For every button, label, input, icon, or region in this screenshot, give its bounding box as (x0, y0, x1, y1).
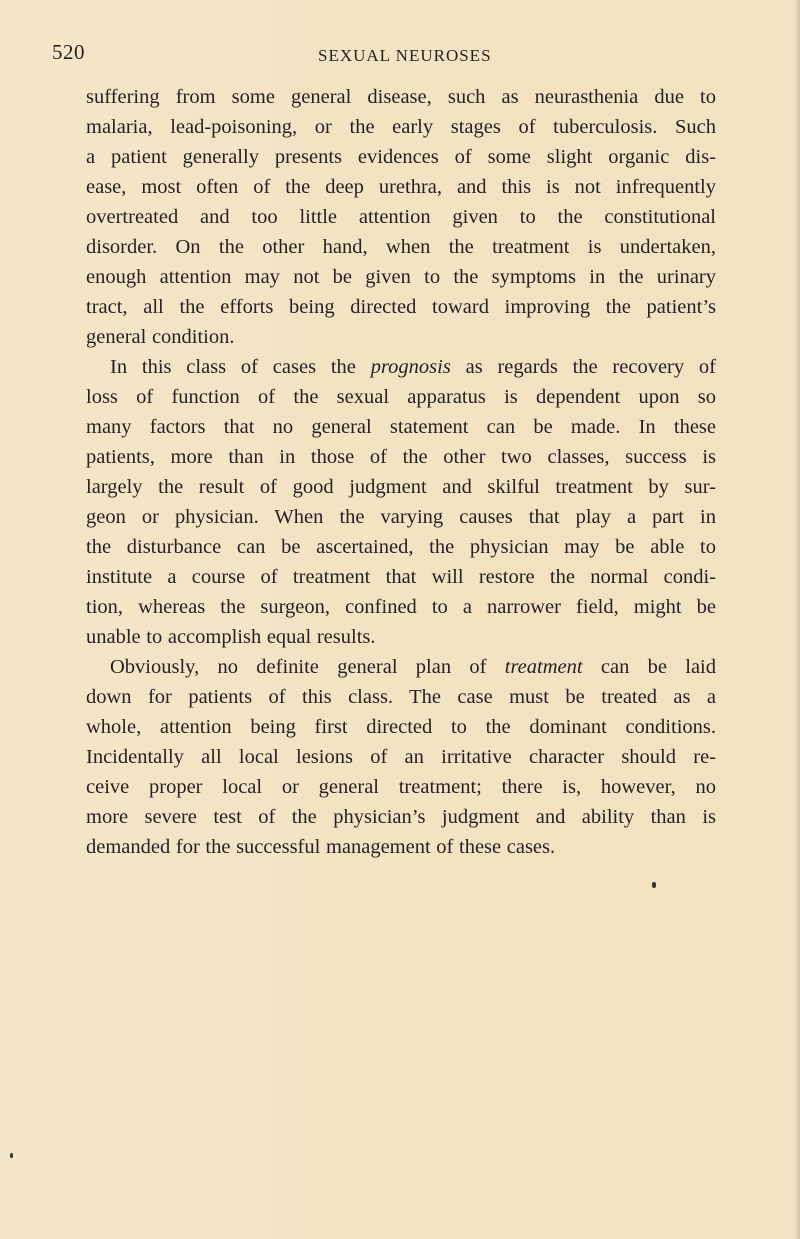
text-line: a patient generally presents evidences of some slight organic dis- (86, 146, 716, 168)
text-line: down for patients of this class. The case must be treated as a (86, 686, 716, 708)
emphasis-prognosis: prognosis (370, 356, 451, 378)
text-line: suffering from some general disease, such as neurasthenia due to (86, 86, 716, 108)
text-line: largely the result of good judgment and skilful treatment by sur- (86, 476, 716, 498)
text-line: malaria, lead-poisoning, or the early stages of tuberculosis. Such (86, 116, 716, 138)
text-line: Obviously, no definite general plan of treatment can be laid (110, 656, 716, 678)
text-line: the disturbance can be ascertained, the physician may be able to (86, 536, 716, 558)
page-number: 520 (52, 40, 85, 64)
text-line: unable to accomplish equal results. (86, 626, 376, 648)
text-line: geon or physician. When the varying causes that play a part in (86, 506, 716, 528)
ink-speck (652, 882, 656, 888)
page-edge-shadow (794, 0, 800, 1239)
text-line: more severe test of the physician’s judgment and ability than is (86, 806, 716, 828)
text-line: disorder. On the other hand, when the treatment is undertaken, (86, 236, 716, 258)
text-line: Incidentally all local lesions of an irritative character should re- (86, 746, 716, 768)
text-line: many factors that no general statement can be made. In these (86, 416, 716, 438)
text-line: tion, whereas the surgeon, confined to a narrower field, might be (86, 596, 716, 618)
text-line: patients, more than in those of the other two classes, success is (86, 446, 716, 468)
text-line: tract, all the efforts being directed toward improving the patient’s (86, 296, 716, 318)
text-line: enough attention may not be given to the symptoms in the urinary (86, 266, 716, 288)
text-line: loss of function of the sexual apparatus is dependent upon so (86, 386, 716, 408)
running-title: SEXUAL NEUROSES (318, 46, 492, 65)
emphasis-treatment: treatment (504, 656, 583, 678)
text-line: demanded for the successful management of these cases. (86, 836, 556, 858)
text-line: whole, attention being first directed to the dominant conditions. (86, 716, 716, 738)
body-text (86, 82, 716, 862)
ink-speck (10, 1153, 13, 1158)
text-line: general condition. (86, 326, 235, 348)
text-line: ease, most often of the deep urethra, and this is not infrequently (86, 176, 716, 198)
text-line: ceive proper local or general treatment; there is, however, no (86, 776, 716, 798)
text-line: In this class of cases the prognosis as regards the recovery of (110, 356, 716, 378)
text-line: institute a course of treatment that will restore the normal condi- (86, 566, 716, 588)
text-line: overtreated and too little attention given to the constitutional (86, 206, 716, 228)
